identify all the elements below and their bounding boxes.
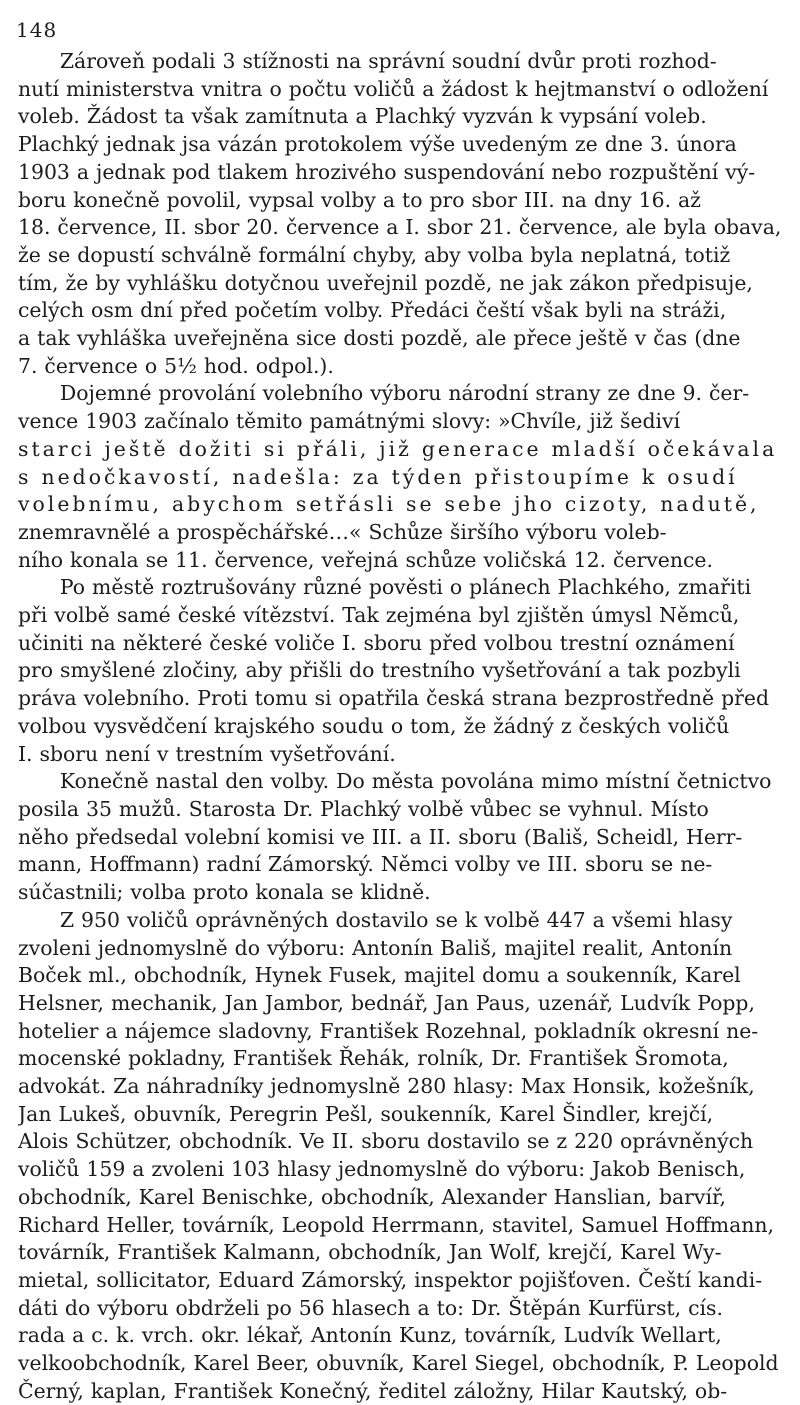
text-line: 7. července o 5½ hod. odpol.). <box>18 353 334 378</box>
text-line: rada a c. k. vrch. okr. lékař, Antonín Kunz, továrník, Ludvík Wellart, <box>18 1323 722 1348</box>
text-line: Boček ml., obchodník, Hynek Fusek, majitel domu a soukenník, Karel <box>18 963 741 988</box>
text-line: při volbě samé české vítězství. Tak zejména byl zjištěn úmysl Němců, <box>18 603 740 628</box>
text-line: advokát. Za náhradníky jednomyslně 280 hlasy: Max Honsik, kožešník, <box>18 1074 755 1099</box>
text-line: něho předsedal volební komisi ve III. a II. sboru (Bališ, Scheidl, Herr- <box>18 824 743 849</box>
text-line: Richard Heller, továrník, Leopold Herrmann, stavitel, Samuel Hoffmann, <box>18 1212 775 1237</box>
page-number: 148 <box>16 18 58 42</box>
text-line: mann, Hoffmann) radní Zámorský. Němci volby ve III. sboru se ne- <box>18 852 713 877</box>
text-line: Alois Schützer, obchodník. Ve II. sboru dostavilo se z 220 oprávněných <box>18 1129 754 1154</box>
text-line: mocenské pokladny, František Řehák, rolník, Dr. František Šromota, <box>18 1046 729 1071</box>
text-line: boru konečně povolil, vypsal volby a to pro sbor III. na dny 16. až <box>18 187 701 212</box>
text-line: a tak vyhláška uveřejněna sice dosti pozdě, ale přece ještě v čas (dne <box>18 326 741 351</box>
text-line: učiniti na některé české voliče I. sboru před volbou trestní oznámení <box>18 630 735 655</box>
text-line: Plachký jednak jsa vázán protokolem výše uvedeným ze dne 3. února <box>18 132 737 157</box>
text-line: celých osm dní před početím volby. Předáci čeští však byli na stráži, <box>18 298 727 323</box>
text-line: pro smyšlené zločiny, aby přišli do trestního vyšetřování a tak pozbyli <box>18 658 741 683</box>
text-line: Černý, kaplan, František Konečný, ředitel záložny, Hilar Kautský, ob- <box>18 1378 728 1403</box>
paragraph-5 <box>18 907 782 1405</box>
text-line: obchodník, Karel Benischke, obchodník, Alexander Hanslian, barvíř, <box>18 1184 726 1209</box>
text-line: hotelier a nájemce sladovny, František Rozehnal, pokladník okresní ne- <box>18 1018 759 1043</box>
text-line: 1903 a jednak pod tlakem hrozivého suspendování nebo rozpuštění vý- <box>18 159 756 184</box>
text-line: súčastnili; volba proto konala se klidně. <box>18 880 431 905</box>
paragraph-4 <box>18 768 782 907</box>
body-text <box>18 48 782 1405</box>
text-line: zvoleni jednomyslně do výboru: Antonín Bališ, majitel realit, Antonín <box>18 935 733 960</box>
paragraph-3 <box>18 574 782 768</box>
text-line: znemravnělé a prospěchářské…« Schůze širšího výboru voleb- <box>18 519 667 544</box>
text-line: že se dopustí schválně formální chyby, aby volba byla neplatná, totiž <box>18 242 731 267</box>
text-line: Konečně nastal den volby. Do města povolána mimo místní četnictvo <box>18 769 772 794</box>
text-line: I. sboru není v trestním vyšetřování. <box>18 741 396 766</box>
text-line: s nedočkavostí, nadešla: za týden přistoupíme k osudí <box>18 464 738 489</box>
text-line: Po městě roztrušovány různé pověsti o plánech Plachkého, zmařiti <box>18 575 752 600</box>
text-line: dáti do výboru obdrželi po 56 hlasech a to: Dr. Štěpán Kurfürst, cís. <box>18 1295 723 1320</box>
paragraph-1 <box>18 48 782 380</box>
text-line: velkoobchodník, Karel Beer, obuvník, Karel Siegel, obchodník, P. Leopold <box>18 1351 779 1376</box>
text-line: volebnímu, abychom setřásli se sebe jho cizoty, nadutě, <box>18 492 760 517</box>
text-line: tím, že by vyhlášku dotyčnou uveřejnil pozdě, ne jak zákon předpisuje, <box>18 270 753 295</box>
text-line: starci ještě dožiti si přáli, již generace mladší očekávala <box>18 436 778 461</box>
paragraph-2 <box>18 380 782 574</box>
text-line: Dojemné provolání volebního výboru národní strany ze dne 9. čer- <box>18 381 750 406</box>
text-line: Helsner, mechanik, Jan Jambor, bednář, Jan Paus, uzenář, Ludvík Popp, <box>18 990 755 1015</box>
text-line: Z 950 voličů oprávněných dostavilo se k volbě 447 a všemi hlasy <box>18 907 733 932</box>
text-line: ního konala se 11. července, veřejná schůze voličská 12. července. <box>18 547 713 572</box>
text-line: vence 1903 začínalo těmito památnými slovy: »Chvíle, již šediví <box>18 409 681 434</box>
text-line: nutí ministerstva vnitra o počtu voličů a žádost k hejtmanství o odložení <box>18 76 769 101</box>
text-line: voleb. Žádost ta však zamítnuta a Plachký vyzván k vypsání voleb. <box>18 104 707 129</box>
text-line: posila 35 mužů. Starosta Dr. Plachký volbě vůbec se vyhnul. Místo <box>18 796 709 821</box>
text-line: mietal, sollicitator, Eduard Zámorský, inspektor pojišťoven. Čeští kandi- <box>18 1267 763 1292</box>
text-line: Zároveň podali 3 stížnosti na správní soudní dvůr proti rozhod- <box>18 49 717 73</box>
text-line: Jan Lukeš, obuvník, Peregrin Pešl, soukenník, Karel Šindler, krejčí, <box>18 1101 714 1126</box>
text-line: práva volebního. Proti tomu si opatřila česká strana bezprostředně před <box>18 686 769 711</box>
text-line: továrník, František Kalmann, obchodník, Jan Wolf, krejčí, Karel Wy- <box>18 1240 722 1265</box>
text-line: voličů 159 a zvoleni 103 hlasy jednomyslně do výboru: Jakob Benisch, <box>18 1157 746 1182</box>
text-line: volbou vysvědčení krajského soudu o tom, že žádný z českých voličů <box>18 713 730 738</box>
text-line: 18. července, II. sbor 20. července a I. sbor 21. července, ale byla obava, <box>18 215 782 240</box>
